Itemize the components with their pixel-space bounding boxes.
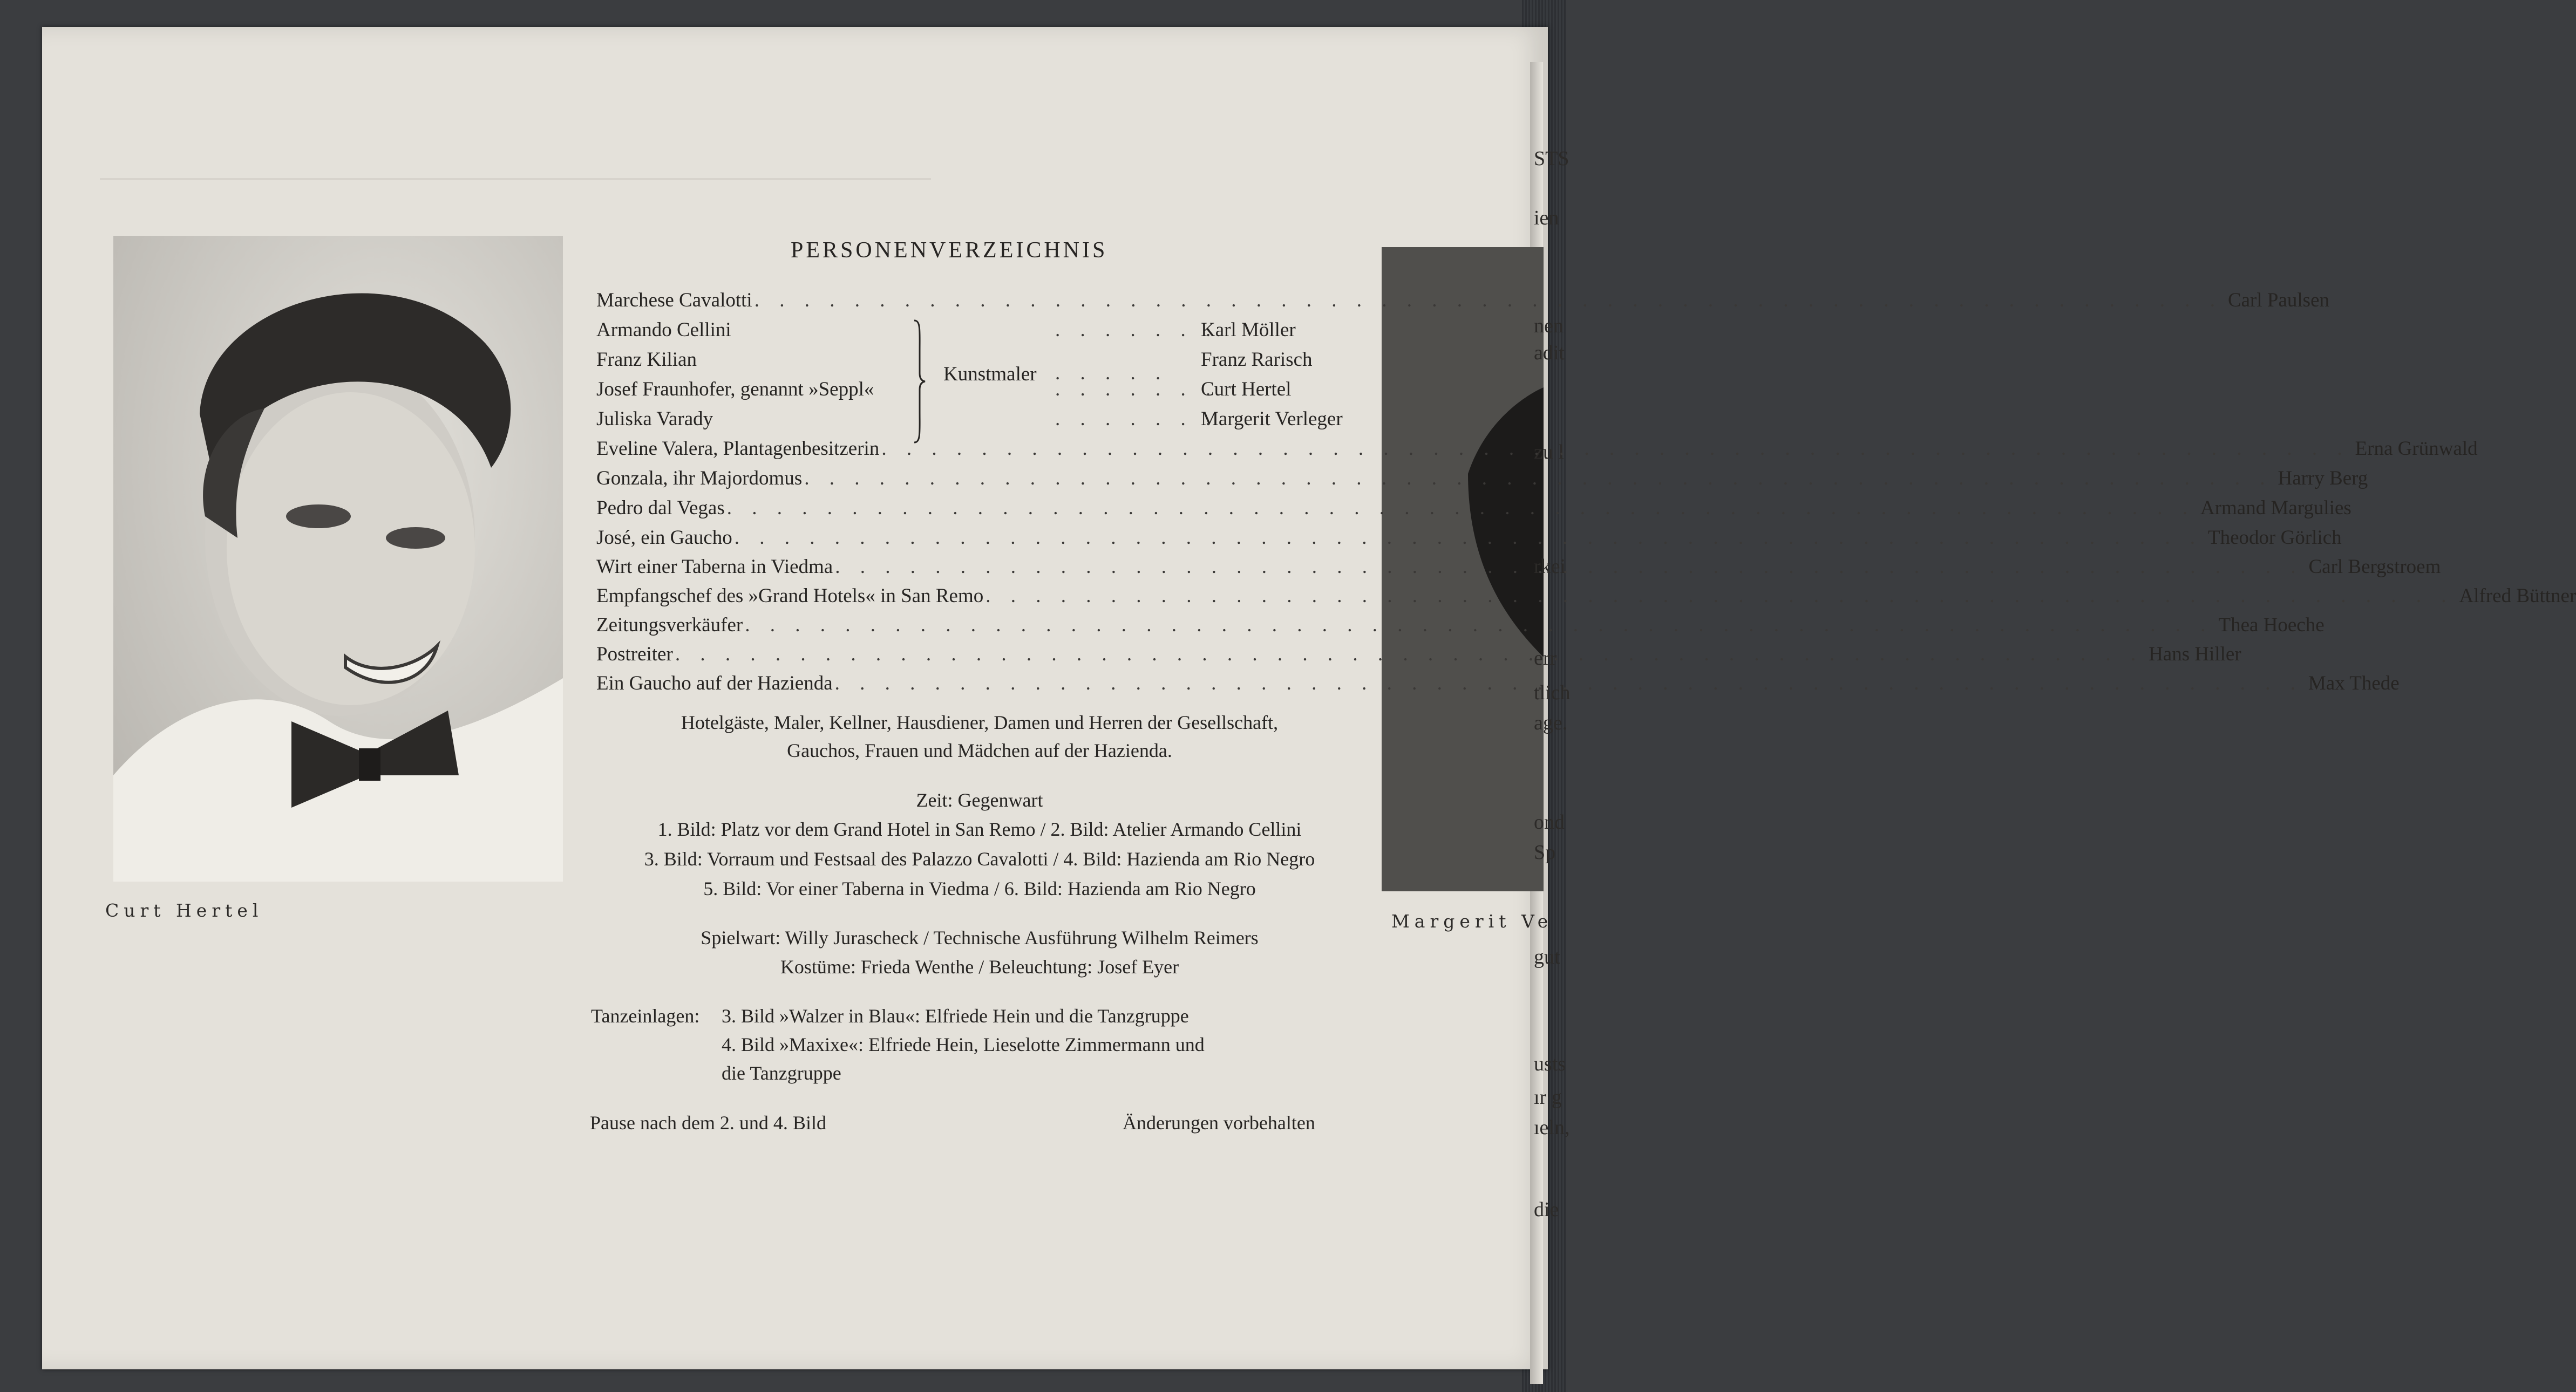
right-page-fragment: rkei	[1534, 555, 1566, 578]
portrait-illustration	[113, 236, 563, 882]
caption-curt-hertel: Curt Hertel	[105, 900, 263, 921]
bild-line: 5. Bild: Vor einer Taberna in Viedma / 6. Bild: Hazienda am Rio Negro	[703, 878, 1256, 899]
page-title: PERSONENVERZEICHNIS	[791, 238, 1108, 263]
tanz-line: 4. Bild »Maxixe«: Elfriede Hein, Lieselotte Zimmermann und	[722, 1034, 1205, 1055]
right-page-fragment: STS	[1534, 147, 1569, 170]
right-page-fragment: Sp	[1534, 841, 1556, 864]
cast-row	[596, 496, 2351, 521]
cast-role: Franz Kilian	[596, 349, 697, 371]
right-page-fragment: age.	[1534, 712, 1568, 734]
portrait-photo-curt-hertel	[113, 236, 563, 882]
cast-actor: Armand Margulies	[2200, 497, 2351, 519]
credit-line: Spielwart: Willy Jurascheck / Technische Ausführung Wilhelm Reimers	[701, 927, 1259, 949]
cast-role: Wirt einer Taberna in Viedma	[596, 556, 833, 578]
cast-role: Gonzala, ihr Majordomus	[596, 467, 803, 489]
cast-actor: Harry Berg	[2278, 467, 2368, 489]
cast-role: Armando Cellini	[596, 319, 731, 341]
cast-role: Eveline Valera, Plantagenbesitzerin	[596, 438, 880, 460]
right-page-fragment: tlich	[1534, 681, 1571, 704]
right-page-fragment: ır g	[1534, 1086, 1562, 1109]
cast-role: José, ein Gaucho	[596, 527, 732, 549]
leader-dots: . . . . . . .	[1055, 408, 1219, 430]
right-page-fragment: ien	[1534, 207, 1559, 229]
right-page-fragment: gut	[1534, 946, 1560, 968]
leader-dots: . . . . .	[1055, 362, 1168, 384]
pause-note: Pause nach dem 2. und 4. Bild	[590, 1112, 826, 1134]
leader-dots: . . . . . . .	[1055, 378, 1219, 400]
cast-role: Josef Fraunhofer, genannt »Seppl«	[596, 378, 874, 400]
tanz-line: die Tanzgruppe	[722, 1062, 841, 1084]
right-page-fragment: ıeln,	[1534, 1116, 1570, 1139]
cast-actor: Curt Hertel	[1201, 378, 1292, 400]
right-page-fragment: usts	[1534, 1053, 1566, 1075]
cast-actor: Margerit Verleger	[1201, 408, 1343, 430]
bild-line: 3. Bild: Vorraum und Festsaal des Palazzo Cavalotti / 4. Bild: Hazienda am Rio Negro	[644, 848, 1315, 870]
cast-actor: Franz Rarisch	[1201, 349, 1313, 371]
cast-row	[596, 318, 1363, 343]
cast-role: Zeitungsverkäufer	[596, 614, 743, 636]
right-page-fragment: ond	[1534, 811, 1565, 834]
bleed-through-rule	[100, 178, 931, 180]
caption-margerit: Margerit Ve	[1391, 911, 1553, 932]
bild-line: 1. Bild: Platz vor dem Grand Hotel in San Remo / 2. Bild: Atelier Armando Cellini	[657, 818, 1302, 840]
leader-dots: . . . . . . .	[1055, 319, 1219, 341]
credit-line: Kostüme: Frieda Wenthe / Beleuchtung: Josef Eyer	[780, 956, 1179, 978]
cast-actor: Alfred Büttner	[2459, 585, 2576, 607]
cast-row	[596, 467, 2368, 492]
cast-row	[596, 584, 2576, 609]
right-page-fragment: nen	[1534, 315, 1564, 337]
cast-role: Juliska Varady	[596, 408, 713, 430]
tanz-label: Tanzeinlagen:	[591, 1005, 700, 1027]
cast-role: Pedro dal Vegas	[596, 497, 725, 519]
kunstmaler-label: Kunstmaler	[943, 363, 1037, 385]
cast-actor: Thea Hoeche	[2218, 614, 2324, 636]
cast-role: Ein Gaucho auf der Hazienda	[596, 672, 833, 694]
tanz-line: 3. Bild »Walzer in Blau«: Elfriede Hein und die Tanzgruppe	[722, 1005, 1189, 1027]
changes-note: Änderungen vorbehalten	[1123, 1112, 1315, 1134]
cast-actor: Theodor Görlich	[2208, 527, 2342, 549]
cast-role: Postreiter	[596, 643, 673, 665]
right-page-fragment: err	[1534, 647, 1557, 670]
cast-actor: Max Thede	[2308, 672, 2400, 694]
cast-row	[596, 613, 2324, 638]
cast-actor: Erna Grünwald	[2355, 438, 2478, 460]
ensemble-line: Hotelgäste, Maler, Kellner, Hausdiener, Damen und Herren der Gesellschaft,	[681, 712, 1279, 733]
cast-role: Empfangschef des »Grand Hotels« in San Remo	[596, 585, 984, 607]
brace-icon	[912, 319, 926, 443]
cast-row	[596, 407, 1363, 432]
ensemble-line: Gauchos, Frauen und Mädchen auf der Hazienda.	[787, 740, 1172, 761]
cast-actor: Hans Hiller	[2149, 643, 2241, 665]
cast-actor: Carl Bergstroem	[2308, 556, 2441, 578]
cast-row	[596, 289, 2330, 313]
right-page-fragment: adit	[1534, 342, 1565, 364]
zeit-line: Zeit: Gegenwart	[916, 789, 1043, 811]
cast-actor: Carl Paulsen	[2227, 289, 2330, 311]
right-page-fragment: zu l	[1534, 441, 1564, 463]
cast-row	[596, 526, 2342, 551]
cast-actor: Karl Möller	[1201, 319, 1296, 341]
right-page-fragment: die	[1534, 1198, 1559, 1221]
cast-role: Marchese Cavalotti	[596, 289, 752, 311]
